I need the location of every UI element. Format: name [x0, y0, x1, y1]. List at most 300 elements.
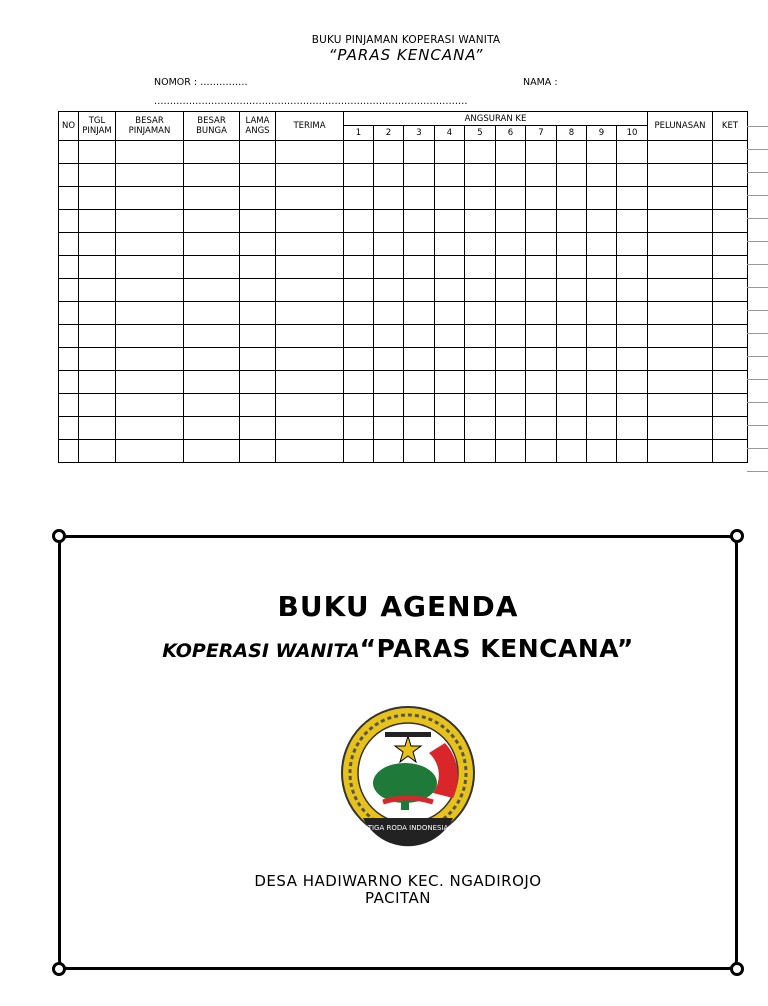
header-angsuran-2: 2 — [374, 126, 404, 141]
table-cell — [276, 233, 344, 256]
extension-line — [747, 264, 768, 265]
table-cell — [557, 394, 587, 417]
table-row — [59, 440, 748, 463]
table-cell — [59, 233, 79, 256]
table-cell — [374, 233, 404, 256]
table-cell — [79, 279, 116, 302]
header-angsuran-8: 8 — [557, 126, 587, 141]
table-cell — [184, 164, 240, 187]
table-cell — [713, 371, 748, 394]
table-cell — [465, 371, 496, 394]
cover-subtitle — [61, 634, 735, 663]
table-cell — [435, 233, 465, 256]
table-cell — [59, 187, 79, 210]
table-cell — [526, 371, 557, 394]
header-terima: TERIMA — [276, 112, 344, 141]
table-cell — [587, 371, 617, 394]
table-cell — [276, 279, 344, 302]
table-cell — [404, 394, 435, 417]
table-cell — [276, 256, 344, 279]
table-cell — [374, 417, 404, 440]
table-cell — [465, 348, 496, 371]
table-cell — [435, 210, 465, 233]
table-cell — [59, 417, 79, 440]
table-row — [59, 371, 748, 394]
table-cell — [587, 417, 617, 440]
table-cell — [587, 302, 617, 325]
table-cell — [617, 325, 648, 348]
header-besar-pinjaman: BESAR PINJAMAN — [116, 112, 184, 141]
table-cell — [344, 279, 374, 302]
table-cell — [116, 348, 184, 371]
table-cell — [435, 164, 465, 187]
extension-line — [747, 379, 768, 380]
table-cell — [648, 417, 713, 440]
table-cell — [557, 141, 587, 164]
table-cell — [59, 141, 79, 164]
table-cell — [526, 256, 557, 279]
table-cell — [435, 440, 465, 463]
table-cell — [557, 187, 587, 210]
table-cell — [435, 279, 465, 302]
table-cell — [713, 417, 748, 440]
table-cell — [276, 371, 344, 394]
table-cell — [79, 210, 116, 233]
table-cell — [184, 141, 240, 164]
table-cell — [526, 417, 557, 440]
table-cell — [465, 256, 496, 279]
table-cell — [404, 440, 435, 463]
table-cell — [713, 187, 748, 210]
extension-line — [747, 402, 768, 403]
table-cell — [713, 210, 748, 233]
table-cell — [184, 279, 240, 302]
table-cell — [240, 371, 276, 394]
table-cell — [617, 417, 648, 440]
table-cell — [240, 440, 276, 463]
cover-address-line1: DESA HADIWARNO KEC. NGADIROJO — [254, 872, 542, 890]
nama-label: NAMA : — [523, 77, 558, 88]
table-cell — [648, 302, 713, 325]
table-row — [59, 348, 748, 371]
table-cell — [240, 394, 276, 417]
table-cell — [184, 187, 240, 210]
table-cell — [79, 233, 116, 256]
table-cell — [496, 325, 526, 348]
corner-notch — [730, 529, 744, 543]
table-cell — [79, 371, 116, 394]
table-cell — [587, 256, 617, 279]
header-angsuran-5: 5 — [465, 126, 496, 141]
table-cell — [276, 325, 344, 348]
table-cell — [617, 210, 648, 233]
table-cell — [617, 394, 648, 417]
extension-line — [747, 471, 768, 472]
table-cell — [116, 141, 184, 164]
table-row — [59, 394, 748, 417]
table-cell — [713, 141, 748, 164]
table-cell — [496, 279, 526, 302]
table-cell — [79, 417, 116, 440]
table-cell — [404, 302, 435, 325]
table-cell — [713, 302, 748, 325]
table-cell — [526, 279, 557, 302]
header-angsuran-3: 3 — [404, 126, 435, 141]
corner-notch — [52, 529, 66, 543]
table-cell — [276, 302, 344, 325]
table-cell — [184, 440, 240, 463]
table-cell — [240, 233, 276, 256]
table-row — [59, 279, 748, 302]
header-angsuran-9: 9 — [587, 126, 617, 141]
extension-line — [747, 287, 768, 288]
table-cell — [587, 233, 617, 256]
table-cell — [587, 394, 617, 417]
table-cell — [526, 187, 557, 210]
table-cell — [404, 187, 435, 210]
table-cell — [496, 141, 526, 164]
table-cell — [184, 256, 240, 279]
table-cell — [587, 164, 617, 187]
table-cell — [435, 348, 465, 371]
cover-subtitle-italic: KOPERASI WANITA — [162, 640, 360, 662]
table-cell — [496, 371, 526, 394]
table-cell — [374, 210, 404, 233]
table-cell — [526, 348, 557, 371]
table-cell — [404, 371, 435, 394]
table-cell — [557, 279, 587, 302]
table-cell — [404, 233, 435, 256]
table-cell — [344, 302, 374, 325]
table-cell — [344, 325, 374, 348]
table-cell — [59, 164, 79, 187]
table-cell — [276, 164, 344, 187]
table-cell — [465, 210, 496, 233]
table-cell — [276, 394, 344, 417]
table-cell — [59, 279, 79, 302]
header-no: NO — [59, 112, 79, 141]
table-cell — [587, 210, 617, 233]
table-cell — [557, 325, 587, 348]
table-cell — [240, 210, 276, 233]
corner-notch — [52, 962, 66, 976]
table-cell — [374, 440, 404, 463]
table-cell — [557, 440, 587, 463]
table-row — [59, 302, 748, 325]
table-cell — [557, 371, 587, 394]
table-cell — [465, 141, 496, 164]
table-cell — [587, 279, 617, 302]
table-cell — [404, 141, 435, 164]
table-row — [59, 256, 748, 279]
table-cell — [617, 187, 648, 210]
table-cell — [240, 256, 276, 279]
table-cell — [435, 302, 465, 325]
table-cell — [617, 348, 648, 371]
table-cell — [465, 187, 496, 210]
header-angsuran-7: 7 — [526, 126, 557, 141]
table-cell — [648, 187, 713, 210]
table-cell — [713, 164, 748, 187]
table-cell — [496, 394, 526, 417]
table-row — [59, 325, 748, 348]
table-cell — [184, 210, 240, 233]
table-cell — [116, 279, 184, 302]
cover-title: BUKU AGENDA — [277, 590, 519, 623]
table-cell — [465, 417, 496, 440]
cover-address-line2: PACITAN — [365, 889, 431, 907]
extension-line — [747, 310, 768, 311]
doc-subtitle: “PARAS KENCANA” — [328, 46, 484, 64]
table-cell — [116, 187, 184, 210]
table-cell — [240, 417, 276, 440]
table-cell — [435, 187, 465, 210]
extension-line — [747, 241, 768, 242]
table-cell — [617, 256, 648, 279]
emblem-text: TIGA RODA INDONESIA — [367, 824, 449, 832]
table-cell — [59, 371, 79, 394]
table-cell — [435, 417, 465, 440]
table-cell — [526, 325, 557, 348]
nomor-continuation: ……………………………………………………………………………………… — [154, 96, 468, 107]
table-cell — [59, 210, 79, 233]
table-cell — [276, 440, 344, 463]
table-cell — [526, 302, 557, 325]
doc-title: BUKU PINJAMAN KOPERASI WANITA — [311, 34, 501, 46]
table-cell — [374, 371, 404, 394]
table-cell — [648, 371, 713, 394]
table-cell — [344, 417, 374, 440]
table-cell — [116, 417, 184, 440]
table-cell — [240, 348, 276, 371]
table-cell — [648, 141, 713, 164]
table-cell — [496, 348, 526, 371]
table-cell — [617, 279, 648, 302]
table-cell — [344, 440, 374, 463]
table-cell — [404, 348, 435, 371]
table-cell — [116, 233, 184, 256]
table-cell — [435, 141, 465, 164]
table-cell — [557, 417, 587, 440]
table-cell — [240, 187, 276, 210]
table-cell — [344, 394, 374, 417]
header-besar-bunga: BESAR BUNGA — [184, 112, 240, 141]
table-cell — [496, 164, 526, 187]
table-cell — [713, 279, 748, 302]
table-cell — [435, 256, 465, 279]
header-pelunasan: PELUNASAN — [648, 112, 713, 141]
extension-line — [747, 172, 768, 173]
table-cell — [79, 348, 116, 371]
header-angsuran-4: 4 — [435, 126, 465, 141]
table-cell — [184, 371, 240, 394]
table-cell — [465, 233, 496, 256]
table-cell — [465, 325, 496, 348]
table-cell — [79, 394, 116, 417]
table-row — [59, 141, 748, 164]
table-cell — [374, 348, 404, 371]
table-row — [59, 187, 748, 210]
table-cell — [59, 256, 79, 279]
table-cell — [240, 141, 276, 164]
table-cell — [713, 348, 748, 371]
table-cell — [465, 279, 496, 302]
table-cell — [344, 233, 374, 256]
table-cell — [116, 325, 184, 348]
table-cell — [713, 256, 748, 279]
table-cell — [557, 210, 587, 233]
table-cell — [496, 440, 526, 463]
table-cell — [617, 440, 648, 463]
header-angsuran-6: 6 — [496, 126, 526, 141]
table-cell — [435, 325, 465, 348]
table-cell — [374, 141, 404, 164]
table-row — [59, 417, 748, 440]
table-cell — [587, 348, 617, 371]
table-cell — [79, 302, 116, 325]
table-cell — [116, 210, 184, 233]
header-angsuran-1: 1 — [344, 126, 374, 141]
table-cell — [116, 302, 184, 325]
table-cell — [276, 348, 344, 371]
table-cell — [79, 187, 116, 210]
table-cell — [116, 164, 184, 187]
corner-notch — [730, 962, 744, 976]
table-cell — [344, 256, 374, 279]
table-cell — [184, 417, 240, 440]
table-cell — [404, 256, 435, 279]
table-cell — [435, 394, 465, 417]
table-cell — [617, 233, 648, 256]
header-angsuran-ke: ANGSURAN KE — [344, 112, 648, 126]
table-cell — [648, 394, 713, 417]
table-cell — [713, 394, 748, 417]
table-cell — [374, 302, 404, 325]
table-cell — [404, 417, 435, 440]
table-cell — [648, 256, 713, 279]
table-cell — [344, 164, 374, 187]
table-cell — [465, 440, 496, 463]
table-cell — [59, 394, 79, 417]
table-cell — [344, 187, 374, 210]
table-cell — [617, 164, 648, 187]
table-cell — [526, 210, 557, 233]
table-cell — [713, 325, 748, 348]
header-lama-angs: LAMA ANGS — [240, 112, 276, 141]
table-cell — [116, 440, 184, 463]
table-cell — [276, 417, 344, 440]
extension-line — [747, 333, 768, 334]
table-row — [59, 164, 748, 187]
table-cell — [557, 233, 587, 256]
table-cell — [713, 440, 748, 463]
table-cell — [557, 348, 587, 371]
table-cell — [184, 348, 240, 371]
table-cell — [240, 164, 276, 187]
table-cell — [59, 302, 79, 325]
table-cell — [648, 164, 713, 187]
cooperative-emblem-icon — [333, 698, 483, 848]
extension-line — [747, 195, 768, 196]
table-cell — [648, 210, 713, 233]
header-ket: KET — [713, 112, 748, 141]
extension-line — [747, 149, 768, 150]
table-cell — [496, 302, 526, 325]
table-cell — [374, 394, 404, 417]
header-tgl-pinjam: TGL PINJAM — [79, 112, 116, 141]
table-cell — [404, 325, 435, 348]
table-cell — [526, 394, 557, 417]
table-cell — [526, 233, 557, 256]
table-cell — [116, 394, 184, 417]
table-cell — [374, 279, 404, 302]
table-cell — [59, 325, 79, 348]
table-cell — [557, 302, 587, 325]
table-cell — [404, 210, 435, 233]
table-cell — [648, 440, 713, 463]
table-cell — [526, 440, 557, 463]
table-cell — [79, 256, 116, 279]
table-cell — [648, 279, 713, 302]
table-cell — [79, 141, 116, 164]
table-cell — [587, 325, 617, 348]
table-cell — [344, 371, 374, 394]
table-cell — [184, 233, 240, 256]
agenda-cover — [58, 535, 738, 970]
table-cell — [496, 256, 526, 279]
table-cell — [344, 348, 374, 371]
header-angsuran-10: 10 — [617, 126, 648, 141]
table-cell — [648, 348, 713, 371]
table-cell — [79, 164, 116, 187]
table-cell — [240, 325, 276, 348]
table-cell — [435, 371, 465, 394]
table-row — [59, 233, 748, 256]
table-cell — [240, 279, 276, 302]
table-cell — [374, 325, 404, 348]
table-cell — [465, 164, 496, 187]
table-cell — [59, 440, 79, 463]
cover-subtitle-name: “PARAS KENCANA” — [359, 634, 634, 663]
table-cell — [374, 256, 404, 279]
table-cell — [587, 440, 617, 463]
table-cell — [344, 141, 374, 164]
table-cell — [59, 348, 79, 371]
table-cell — [79, 325, 116, 348]
table-cell — [713, 233, 748, 256]
table-cell — [184, 325, 240, 348]
table-cell — [184, 394, 240, 417]
table-cell — [240, 302, 276, 325]
table-row — [59, 210, 748, 233]
table-cell — [116, 256, 184, 279]
table-cell — [526, 141, 557, 164]
table-cell — [587, 187, 617, 210]
table-cell — [404, 279, 435, 302]
extension-line — [747, 218, 768, 219]
table-cell — [617, 302, 648, 325]
table-cell — [526, 164, 557, 187]
table-cell — [496, 187, 526, 210]
table-cell — [374, 164, 404, 187]
table-cell — [404, 164, 435, 187]
table-cell — [617, 141, 648, 164]
table-cell — [496, 417, 526, 440]
table-cell — [617, 371, 648, 394]
table-cell — [116, 371, 184, 394]
table-cell — [648, 325, 713, 348]
table-cell — [465, 302, 496, 325]
